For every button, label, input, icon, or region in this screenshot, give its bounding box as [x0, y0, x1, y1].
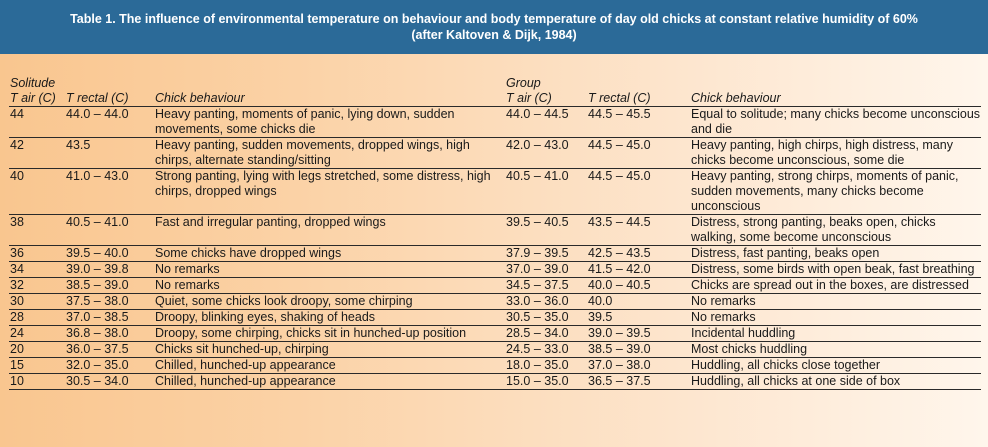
table-row [9, 246, 981, 262]
cell-group-t-air: 37.9 – 39.5 [505, 246, 587, 262]
cell-group-t-air: 39.5 – 40.5 [505, 215, 587, 246]
cell-solitude-behaviour: Droopy, some chirping, chicks sit in hunched-up position [154, 326, 505, 342]
cell-solitude-t-air: 24 [9, 326, 65, 342]
cell-group-t-rectal: 42.5 – 43.5 [587, 246, 690, 262]
cell-solitude-t-rectal: 39.0 – 39.8 [65, 262, 154, 278]
group-label-group: Group [506, 76, 541, 90]
cell-solitude-t-air: 34 [9, 262, 65, 278]
cell-solitude-t-air: 15 [9, 358, 65, 374]
table-row [9, 138, 981, 169]
cell-group-t-rectal: 44.5 – 45.5 [587, 107, 690, 138]
cell-group-t-air: 33.0 – 36.0 [505, 294, 587, 310]
cell-group-behaviour: Distress, strong panting, beaks open, chicks walking, some become unconscious [690, 215, 981, 246]
cell-group-behaviour: Heavy panting, high chirps, high distress, many chicks become unconscious, some die [690, 138, 981, 169]
cell-solitude-behaviour: Strong panting, lying with legs stretched, some distress, high chirps, dropped wings [154, 169, 505, 215]
cell-group-t-air: 24.5 – 33.0 [505, 342, 587, 358]
cell-group-t-rectal: 39.5 [587, 310, 690, 326]
column-header-row [9, 91, 981, 107]
cell-solitude-t-rectal: 36.0 – 37.5 [65, 342, 154, 358]
cell-solitude-behaviour: Droopy, blinking eyes, shaking of heads [154, 310, 505, 326]
table-row [9, 342, 981, 358]
table-row [9, 310, 981, 326]
table-row [9, 294, 981, 310]
cell-group-behaviour: No remarks [690, 310, 981, 326]
cell-group-behaviour: Chicks are spread out in the boxes, are distressed [690, 278, 981, 294]
cell-group-behaviour: Distress, fast panting, beaks open [690, 246, 981, 262]
table-row [9, 374, 981, 390]
cell-solitude-t-air: 28 [9, 310, 65, 326]
data-table [9, 76, 981, 390]
col-header-group-behaviour: Chick behaviour [690, 91, 981, 107]
col-header-solitude-t-air: T air (C) [9, 91, 65, 107]
cell-solitude-t-air: 38 [9, 215, 65, 246]
table-body [9, 107, 981, 390]
cell-group-behaviour: Huddling, all chicks at one side of box [690, 374, 981, 390]
group-header-row [9, 76, 981, 91]
cell-solitude-t-air: 32 [9, 278, 65, 294]
table-row [9, 169, 981, 215]
cell-solitude-behaviour: No remarks [154, 278, 505, 294]
cell-group-behaviour: Heavy panting, strong chirps, moments of panic, sudden movements, many chicks become unconscious [690, 169, 981, 215]
cell-solitude-behaviour: Quiet, some chicks look droopy, some chirping [154, 294, 505, 310]
cell-group-t-rectal: 44.5 – 45.0 [587, 138, 690, 169]
cell-group-t-rectal: 39.0 – 39.5 [587, 326, 690, 342]
cell-solitude-t-rectal: 43.5 [65, 138, 154, 169]
cell-group-behaviour: Huddling, all chicks close together [690, 358, 981, 374]
cell-solitude-behaviour: No remarks [154, 262, 505, 278]
cell-group-t-air: 15.0 – 35.0 [505, 374, 587, 390]
cell-solitude-t-air: 10 [9, 374, 65, 390]
table-title-banner [0, 0, 988, 54]
cell-solitude-behaviour: Fast and irregular panting, dropped wings [154, 215, 505, 246]
cell-solitude-behaviour: Some chicks have dropped wings [154, 246, 505, 262]
cell-group-t-air: 44.0 – 44.5 [505, 107, 587, 138]
table-row [9, 358, 981, 374]
cell-group-t-rectal: 43.5 – 44.5 [587, 215, 690, 246]
data-table-container [9, 76, 981, 390]
cell-group-behaviour: Equal to solitude; many chicks become unconscious and die [691, 107, 981, 136]
cell-group-t-air: 18.0 – 35.0 [505, 358, 587, 374]
cell-solitude-t-rectal: 38.5 – 39.0 [65, 278, 154, 294]
col-header-solitude-t-rectal: T rectal (C) [65, 91, 154, 107]
cell-solitude-t-rectal: 32.0 – 35.0 [65, 358, 154, 374]
table-row [9, 278, 981, 294]
cell-solitude-t-rectal: 37.0 – 38.5 [65, 310, 154, 326]
cell-group-t-rectal: 41.5 – 42.0 [587, 262, 690, 278]
table-row [9, 326, 981, 342]
cell-group-behaviour: No remarks [690, 294, 981, 310]
cell-group-t-air: 34.5 – 37.5 [505, 278, 587, 294]
cell-solitude-t-air: 20 [9, 342, 65, 358]
col-header-group-t-rectal: T rectal (C) [587, 91, 690, 107]
cell-solitude-t-air: 40 [9, 169, 65, 215]
col-header-solitude-behaviour: Chick behaviour [154, 91, 505, 107]
cell-solitude-behaviour: Chilled, hunched-up appearance [154, 374, 505, 390]
cell-group-t-rectal: 44.5 – 45.0 [587, 169, 690, 215]
cell-group-t-air: 28.5 – 34.0 [505, 326, 587, 342]
cell-solitude-t-rectal: 37.5 – 38.0 [65, 294, 154, 310]
cell-group-t-rectal: 38.5 – 39.0 [587, 342, 690, 358]
cell-solitude-t-rectal: 36.8 – 38.0 [65, 326, 154, 342]
cell-group-behaviour: Incidental huddling [690, 326, 981, 342]
cell-group-t-air: 37.0 – 39.0 [505, 262, 587, 278]
group-label-solitude: Solitude [10, 76, 56, 90]
table-title: Table 1. The influence of environmental temperature on behaviour and body temperature of day old chicks at constant relative humidity of 60% [70, 12, 918, 26]
table-row [9, 262, 981, 278]
cell-solitude-t-rectal: 40.5 – 41.0 [65, 215, 154, 246]
cell-solitude-behaviour: Chilled, hunched-up appearance [154, 358, 505, 374]
cell-group-behaviour: Most chicks huddling [690, 342, 981, 358]
cell-group-behaviour: Distress, some birds with open beak, fast breathing [690, 262, 981, 278]
cell-solitude-t-rectal: 44.0 – 44.0 [65, 107, 154, 138]
cell-group-t-rectal: 36.5 – 37.5 [587, 374, 690, 390]
cell-solitude-behaviour: Heavy panting, sudden movements, dropped wings, high chirps, alternate standing/sitting [154, 138, 505, 169]
cell-group-t-air: 40.5 – 41.0 [505, 169, 587, 215]
cell-solitude-t-rectal: 39.5 – 40.0 [65, 246, 154, 262]
cell-group-t-air: 42.0 – 43.0 [505, 138, 587, 169]
col-header-group-t-air: T air (C) [505, 91, 587, 107]
cell-solitude-t-air: 30 [9, 294, 65, 310]
table-row [9, 107, 981, 138]
cell-group-t-rectal: 40.0 [587, 294, 690, 310]
table-source: (after Kaltoven & Dijk, 1984) [411, 28, 577, 42]
cell-solitude-behaviour: Heavy panting, moments of panic, lying down, sudden movements, some chicks die [154, 107, 505, 138]
cell-group-t-rectal: 40.0 – 40.5 [587, 278, 690, 294]
cell-solitude-t-air: 44 [9, 107, 65, 138]
cell-group-t-air: 30.5 – 35.0 [505, 310, 587, 326]
table-row [9, 215, 981, 246]
cell-solitude-t-air: 42 [9, 138, 65, 169]
cell-solitude-behaviour: Chicks sit hunched-up, chirping [154, 342, 505, 358]
cell-solitude-t-rectal: 41.0 – 43.0 [65, 169, 154, 215]
cell-solitude-t-air: 36 [9, 246, 65, 262]
cell-group-t-rectal: 37.0 – 38.0 [587, 358, 690, 374]
cell-solitude-t-rectal: 30.5 – 34.0 [65, 374, 154, 390]
